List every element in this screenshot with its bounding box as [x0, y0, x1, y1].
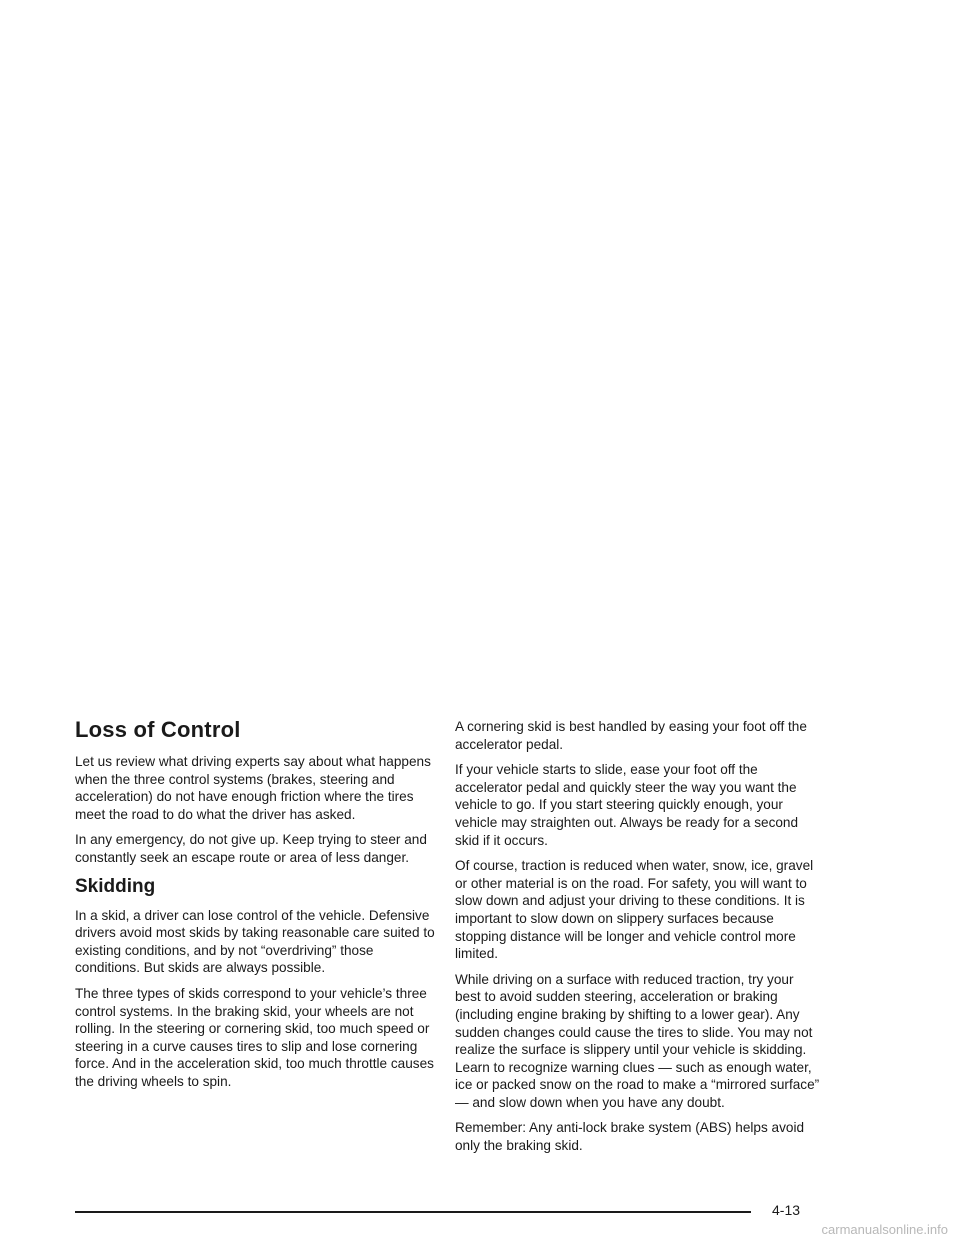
paragraph: Of course, traction is reduced when water, snow, ice, gravel or other material is on the road. For safety, you will want to slow down and adjust your driving to these conditions. It is important to slow down on slippery surfaces because stopping distance will be longer and vehicle control more limited. — [455, 858, 814, 962]
left-column — [75, 716, 441, 1099]
subsection-heading-skidding: Skidding — [75, 875, 156, 897]
paragraph: In any emergency, do not give up. Keep trying to steer and constantly seek an escape route or area of less danger. — [75, 832, 427, 865]
paragraph: Remember: Any anti-lock brake system (ABS) helps avoid only the braking skid. — [455, 1120, 805, 1154]
section-heading-loss-of-control: Loss of Control — [75, 717, 241, 742]
paragraph: Let us review what driving experts say about what happens when the three control systems (brakes, steering and acceleration) do not have enough friction where the tires meet the road to do what the driver has asked. — [75, 754, 431, 822]
paragraph: While driving on a surface with reduced traction, try your best to avoid sudden steering, acceleration or braking (including engine braking by shifting to a lower gear). Any sudden changes could cause the tires to slide. You may not realize the surface is slippery until your vehicle is skidding. Learn to recognize warning clues — such as enough water, ice or packed snow on the road to make a “mirrored surface” — and slow down when you have any doubt. — [455, 971, 820, 1110]
paragraph: The three types of skids correspond to your vehicle’s three control systems. In the braking skid, your wheels are not rolling. In the steering or cornering skid, too much speed or steering in a curve causes tires to slip and lose cornering force. And in the acceleration skid, too much throttle causes the driving wheels to spin. — [75, 985, 434, 1089]
footer-rule — [75, 1211, 751, 1213]
paragraph: In a skid, a driver can lose control of the vehicle. Defensive drivers avoid most skids by taking reasonable care suited to existing conditions, and by not “overdriving” those conditions. But skids are always possible. — [75, 907, 435, 976]
watermark-text: carmanualsonline.info — [821, 1222, 948, 1237]
page-number: 4-13 — [772, 1202, 801, 1218]
right-column — [455, 718, 821, 1163]
paragraph: A cornering skid is best handled by easing your foot off the accelerator pedal. — [455, 719, 807, 752]
paragraph: If your vehicle starts to slide, ease your foot off the accelerator pedal and quickly steer the way you want the vehicle to go. If you start steering quickly enough, your vehicle may straighten out. Always be ready for a second skid if it occurs. — [455, 762, 799, 848]
